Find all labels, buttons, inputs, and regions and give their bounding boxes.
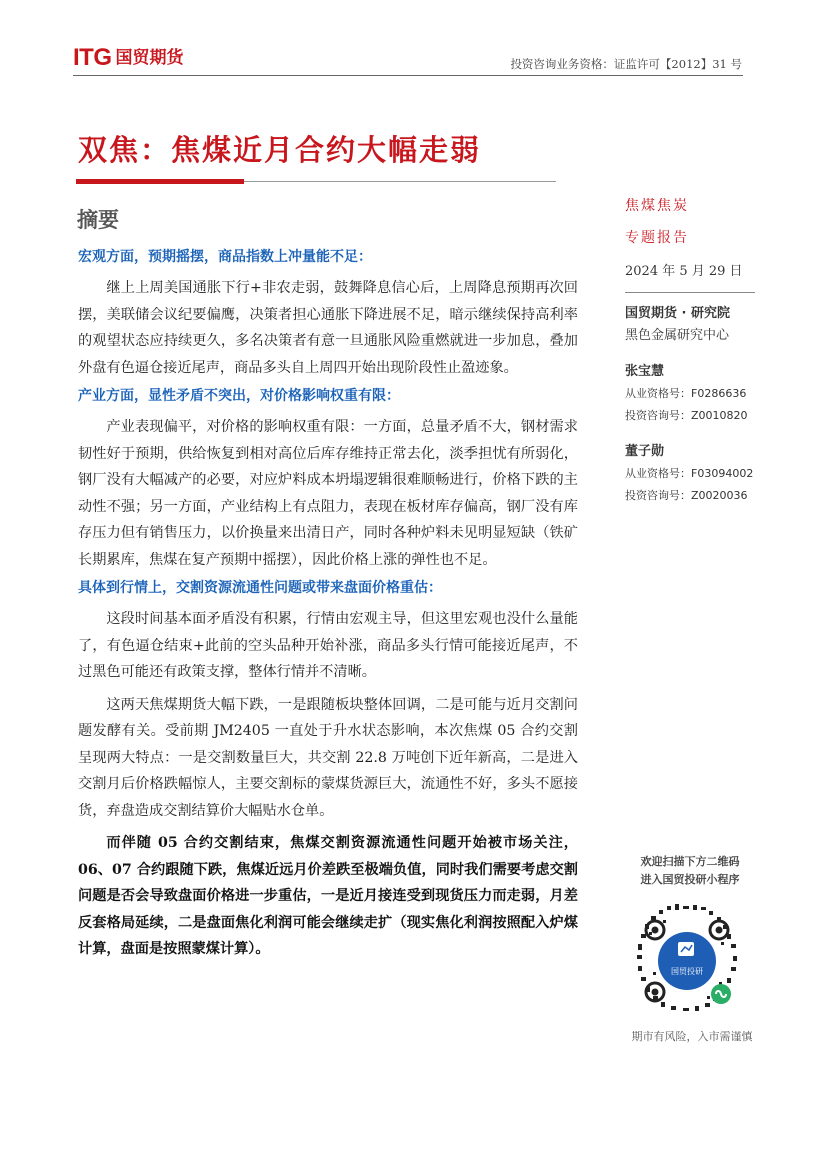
department: 黑色金属研究中心 [625, 328, 730, 343]
risk-disclaimer: 期市有风险，入市需谨慎 [631, 1030, 753, 1043]
paragraph-market-conclusion: 而伴随 05 合约交割结束，焦煤交割资源流通性问题开始被市场关注，06、07 合约跟随下跌，焦煤近远月价差跌至极端负值，同时我们需要考虑交割问题是否会导致盘面价格进一步重估，一是近月接连受到现货压力而走弱，月差反套格局延续，二是盘面焦化利润可能会继续走扩（现实焦化利润按照配入炉煤计算，盘面是按照蒙煤计算）。 [78, 835, 578, 957]
analyst-name: 张宝慧 [625, 364, 665, 379]
qr-caption-line-2: 进入国贸投研小程序 [640, 873, 740, 886]
analyst-license: 从业资格号：F03094002 [625, 467, 754, 480]
section-heading-macro: 宏观方面，预期摇摆，商品指数上冲量能不足： [78, 249, 372, 265]
section-heading-industry: 产业方面，显性矛盾不突出，对价格影响权重有限： [78, 388, 400, 404]
paragraph-market-2: 这两天焦煤期货大幅下跌，一是跟随板块整体回调，二是可能与近月交割问题发酵有关。受前期 JM2405 一直处于升水状态影响，本次焦煤 05 合约交割呈现两大特点：一是交割数量巨大，共交割 22.8 万吨创下近年新高，二是进入交割月后价格跌幅惊人，主要交割标的蒙煤货源巨大，流通性不好，多头不愿接货，弃盘造成交割结算价大幅贴水仓单。 [78, 696, 578, 819]
paragraph-macro: 继上上周美国通胀下行+非农走弱，鼓舞降息信心后，上周降息预期再次回摆，美联储会议纪要偏鹰，决策者担心通胀下降进展不足，暗示继续保持高利率的观望状态应持续更久，多名决策者有意一旦通胀风险重燃就进一步加息，叠加外盘有色逼仓接近尾声，商品多头自上周四开始出现阶段性止盈迹象。 [78, 280, 578, 376]
analyst-license: 从业资格号：F0286636 [625, 387, 747, 400]
mini-program-qr-code[interactable] [623, 902, 751, 1020]
abstract-heading: 摘要 [77, 208, 119, 232]
title-underline [244, 181, 556, 182]
section-heading-market: 具体到行情上，交割资源流通性问题或带来盘面价格重估： [78, 580, 442, 596]
analyst-consult-license: 投资咨询号：Z0010820 [625, 409, 748, 422]
qr-caption-line-1: 欢迎扫描下方二维码 [640, 855, 740, 868]
sidebar [625, 190, 765, 507]
report-date: 2024 年 5 月 29 日 [625, 264, 743, 279]
analyst-name: 董子勋 [625, 444, 665, 459]
report-title: 双焦：焦煤近月合约大幅走弱 [78, 133, 482, 167]
qr-center-label: 国贸投研 [671, 967, 703, 976]
header-divider [73, 75, 743, 76]
qualification-text: 投资咨询业务资格：证监许可【2012】31 号 [510, 57, 742, 71]
logo-en: ITG [73, 44, 112, 71]
report-type: 专题报告 [625, 230, 689, 246]
sidebar-divider [625, 292, 755, 293]
logo-cn: 国贸期货 [115, 48, 184, 68]
report-category: 焦煤焦炭 [625, 198, 689, 214]
qr-caption [615, 853, 765, 889]
company-logo [73, 44, 184, 72]
paragraph-industry: 产业表现偏平，对价格的影响权重有限：一方面，总量矛盾不大，钢材需求韧性好于预期，供给恢复到相对高位后库存维持正常去化，淡季担忧有所弱化，钢厂没有大幅减产的必要，对应炉料成本坍塌逻辑很难顺畅进行，价格下跌的主动性不强；另一方面，产业结构上有点阻力，表现在板材库存偏高，钢厂没有库存压力但有销售压力，以价换量来出清日产，同时各种炉料未见明显短缺（铁矿长期累库，焦煤在复产预期中摇摆），因此价格上涨的弹性也不足。 [78, 419, 578, 568]
organization: 国贸期货 · 研究院 [625, 306, 730, 321]
mini-program-badge [658, 932, 716, 990]
analyst-consult-license: 投资咨询号：Z0020036 [625, 489, 748, 502]
paragraph-market-1: 这段时间基本面矛盾没有积累，行情由宏观主导，但这里宏观也没什么量能了，有色逼仓结束+此前的空头品种开始补涨，商品多头行情可能接近尾声，不过黑色可能还有政策支撑，整体行情并不清晰。 [78, 611, 578, 680]
main-content [78, 246, 578, 967]
wechat-mini-program-icon [711, 984, 731, 1004]
title-underline-accent [76, 179, 244, 184]
